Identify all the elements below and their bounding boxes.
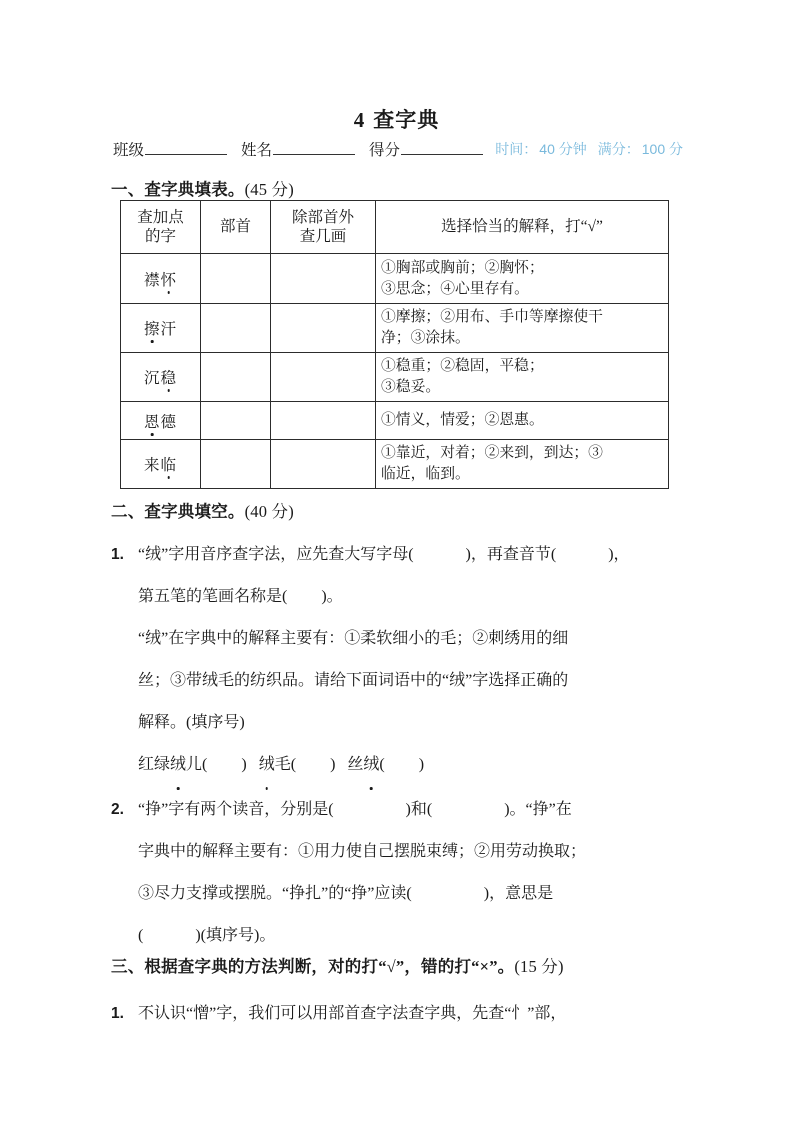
word-post: 德 xyxy=(160,413,178,431)
exam-meta xyxy=(493,139,683,159)
question-2-line-2: 字典中的解释主要有：①用力使自己摆脱束缚；②用劳动换取； xyxy=(138,843,587,860)
total-label: 满分： xyxy=(597,141,640,157)
header-strokes-line1: 除部首外 xyxy=(291,208,354,226)
question-1-word-list-body xyxy=(138,744,689,786)
q1-word-2-dotted-char: 绒 xyxy=(259,744,275,786)
student-info-line xyxy=(113,138,683,162)
question-2 xyxy=(111,789,689,957)
meaning-line-2: 临近，临到。 xyxy=(381,466,470,482)
q1-word-2-close: ) xyxy=(330,756,336,773)
score-blank[interactable] xyxy=(401,140,483,155)
q1-word-1-pre: 红绿 xyxy=(138,756,171,773)
header-cell-strokes xyxy=(271,201,376,254)
word-pre: 襟 xyxy=(143,271,161,289)
q2-text-g: )(填序号)。 xyxy=(195,927,276,944)
row-radical-input-1[interactable] xyxy=(201,254,271,304)
q2-text-e: )，意思是 xyxy=(483,885,554,902)
question-1-word-list xyxy=(111,744,689,786)
row-meaning-1[interactable] xyxy=(376,254,669,304)
name-label: 姓名 xyxy=(241,142,273,159)
q1-word-1-dotted-char: 绒 xyxy=(170,744,186,786)
question-1-paragraph-body xyxy=(138,618,689,744)
q1-word-1-post: 儿( xyxy=(186,756,208,773)
row-word-4 xyxy=(121,402,201,440)
page-title xyxy=(0,104,793,134)
section-heading-3 xyxy=(111,953,564,977)
meaning-line-1: ①情义，情爱；②恩惠。 xyxy=(381,412,544,428)
row-word-2 xyxy=(121,304,201,353)
row-word-3 xyxy=(121,353,201,402)
word-dotted-char: 恩 xyxy=(144,410,161,432)
row-strokes-input-5[interactable] xyxy=(271,440,376,489)
question-1-line-2 xyxy=(138,576,689,618)
table-row xyxy=(121,353,669,402)
meaning-line-1: ①摩擦；②用布、手巾等摩擦使干 xyxy=(381,309,603,325)
section-1-title: 一、查字典填表。 xyxy=(111,180,245,199)
header-word-line1: 查加点 xyxy=(137,208,184,226)
q1-word-3-close: ) xyxy=(418,756,425,773)
question-1 xyxy=(111,534,689,618)
word-dotted-char: 稳 xyxy=(161,366,178,388)
row-meaning-5[interactable] xyxy=(376,440,669,489)
time-label: 时间： xyxy=(495,141,538,157)
row-radical-input-2[interactable] xyxy=(201,304,271,353)
q1-word-3-dotted-char: 绒 xyxy=(363,744,379,786)
q1-text-e: )。 xyxy=(321,588,343,605)
section-1-points: (45 分) xyxy=(244,180,294,199)
table-row xyxy=(121,440,669,489)
question-3-item-1 xyxy=(111,993,689,1035)
row-strokes-input-1[interactable] xyxy=(271,254,376,304)
question-1-line-1 xyxy=(138,534,689,576)
q1-words-line xyxy=(138,744,689,786)
header-cell-word xyxy=(121,201,201,254)
time-value: 40 分钟 xyxy=(539,141,587,157)
row-radical-input-4[interactable] xyxy=(201,402,271,440)
class-blank[interactable] xyxy=(145,140,227,155)
word-dotted-char: 擦 xyxy=(144,317,161,339)
meaning-line-2: 净；③涂抹。 xyxy=(381,330,470,346)
q2-text-c: )。“挣”在 xyxy=(504,801,572,818)
question-1-body xyxy=(138,534,689,618)
meaning-line-1: ①稳重；②稳固，平稳； xyxy=(381,358,544,374)
word-dotted-char: 临 xyxy=(161,453,178,475)
class-label: 班级 xyxy=(113,142,145,159)
question-2-body xyxy=(138,789,689,957)
meaning-line-2: ③稳妥。 xyxy=(381,379,441,395)
header-word-line2: 的字 xyxy=(144,228,176,245)
question-1-paragraph xyxy=(111,618,689,744)
header-strokes-line2: 查几画 xyxy=(299,228,347,245)
question-2-line-4 xyxy=(138,915,689,957)
q1-word-3-post: ( xyxy=(379,756,385,773)
table-row xyxy=(121,254,669,304)
name-blank[interactable] xyxy=(273,140,355,155)
row-meaning-2[interactable] xyxy=(376,304,669,353)
row-strokes-input-4[interactable] xyxy=(271,402,376,440)
page-title-text: 查字典 xyxy=(373,108,440,132)
question-3-item-1-number: 1. xyxy=(111,1005,124,1022)
question-2-line-1 xyxy=(138,789,689,831)
table-row xyxy=(121,304,669,353)
meaning-line-2: ③思念；④心里存有。 xyxy=(381,280,529,297)
word-pre: 沉 xyxy=(143,370,161,387)
q1-word-1-close: ) xyxy=(241,756,247,773)
header-cell-meaning: 选择恰当的解释，打“√” xyxy=(376,201,669,254)
q1-word-2-post: 毛( xyxy=(274,756,297,773)
question-3-item-1-body xyxy=(138,993,689,1035)
row-meaning-3[interactable] xyxy=(376,353,669,402)
question-2-number: 2. xyxy=(111,801,124,818)
dictionary-fill-table xyxy=(120,200,669,489)
q2-text-d: ③尽力支撑或摆脱。“挣扎”的“挣”应读( xyxy=(138,885,412,902)
meaning-line-1: ①靠近，对着；②来到，到达；③ xyxy=(381,445,603,461)
word-pre: 来 xyxy=(143,457,161,474)
word-dotted-char: 怀 xyxy=(161,268,178,290)
table-row xyxy=(121,402,669,440)
row-meaning-4[interactable] xyxy=(376,402,669,440)
q2-text-f: ( xyxy=(138,927,144,944)
q1-text-a: “绒”字用音序查字法，应先查大写字母( xyxy=(138,546,414,563)
q1-para-line-3: 解释。(填序号) xyxy=(138,714,245,731)
q1-word-3-pre: 丝 xyxy=(347,756,364,773)
row-word-5 xyxy=(121,440,201,489)
q1-para-line-2: 丝；③带绒毛的纺织品。请给下面词语中的“绒”字选择正确的 xyxy=(138,672,569,689)
section-heading-2 xyxy=(111,498,294,522)
q2-text-a: “挣”字有两个读音，分别是( xyxy=(138,801,334,818)
meaning-line-1: ①胸部或胸前；②胸怀； xyxy=(381,259,544,276)
section-3-title: 三、根据查字典的方法判断，对的打“√”，错的打“×”。 xyxy=(111,957,515,976)
section-heading-1 xyxy=(111,176,294,200)
q3-item-1-text: 不认识“憎”字，我们可以用部首查字法查字典，先查“忄”部， xyxy=(138,1005,567,1022)
row-word-1 xyxy=(121,254,201,304)
section-2-points: (40 分) xyxy=(244,502,294,521)
row-radical-input-3[interactable] xyxy=(201,353,271,402)
section-2-title: 二、查字典填空。 xyxy=(111,502,245,521)
q1-text-b: )，再查音节( xyxy=(465,546,557,563)
row-strokes-input-2[interactable] xyxy=(271,304,376,353)
word-post: 汗 xyxy=(160,321,178,338)
page-title-number: 4 xyxy=(353,108,366,132)
section-3-points: (15 分) xyxy=(514,957,564,976)
row-radical-input-5[interactable] xyxy=(201,440,271,489)
score-label: 得分 xyxy=(369,142,401,159)
q1-text-d: 第五笔的笔画名称是( xyxy=(138,588,288,605)
total-value: 100 分 xyxy=(641,141,683,157)
question-2-line-3 xyxy=(138,873,689,915)
table-header-row xyxy=(121,201,669,254)
question-1-number: 1. xyxy=(111,546,124,563)
q2-text-b: )和( xyxy=(405,801,433,818)
header-cell-radical: 部首 xyxy=(201,201,271,254)
q1-para-line-1: “绒”在字典中的解释主要有：①柔软细小的毛；②刺绣用的细 xyxy=(138,630,569,647)
q1-text-c: )， xyxy=(608,546,630,563)
row-strokes-input-3[interactable] xyxy=(271,353,376,402)
